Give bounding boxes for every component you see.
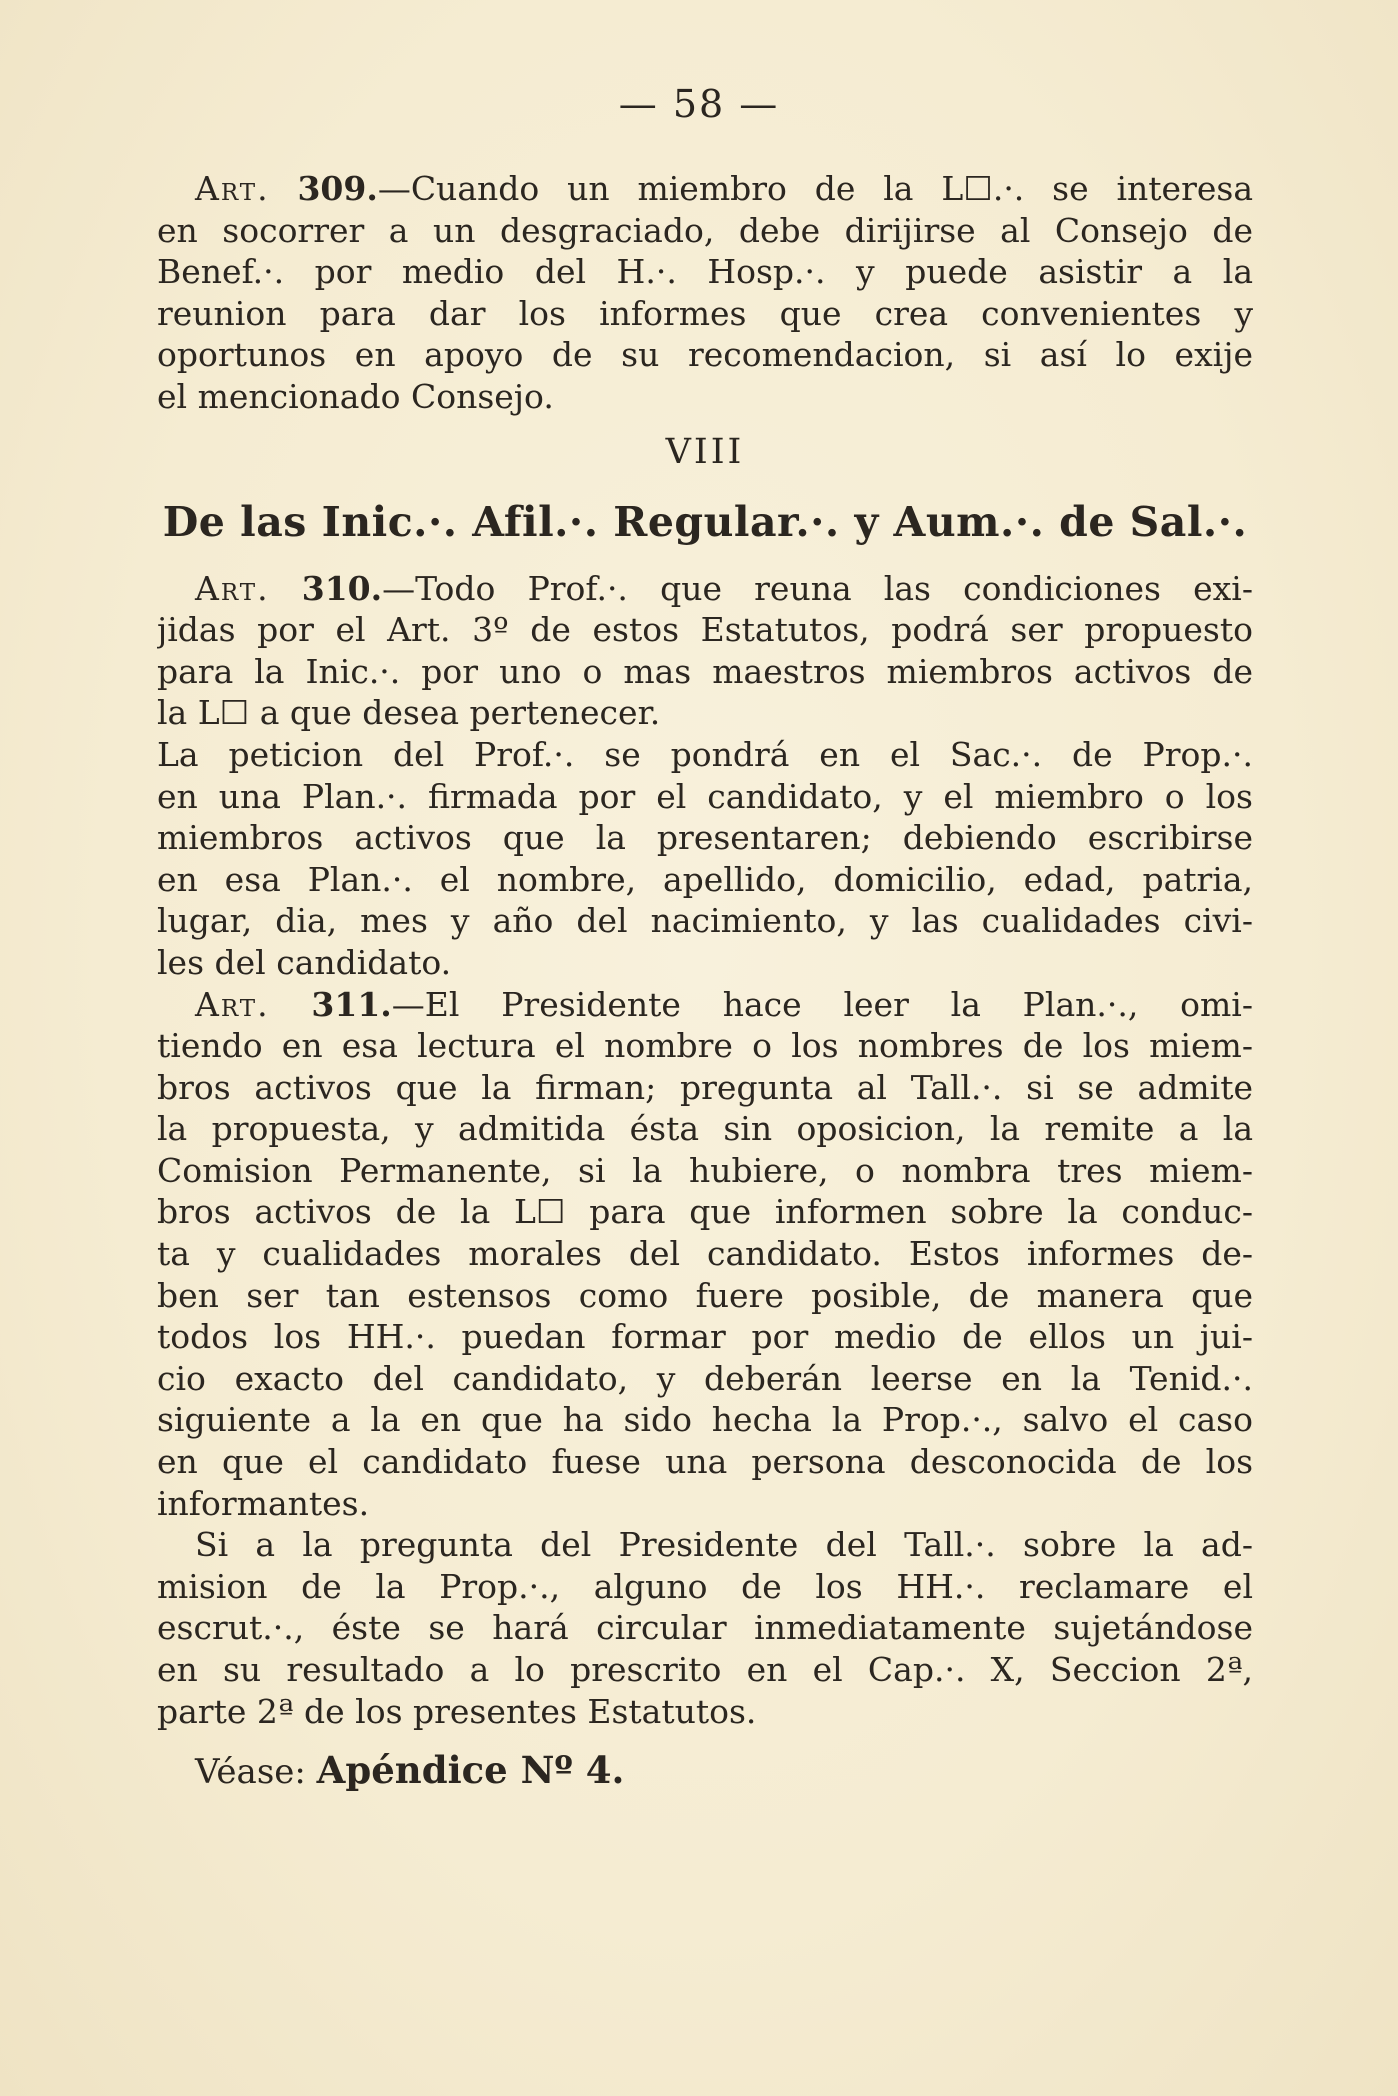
article-311-line: bros activos de la L☐ para que informen sobre la conduc- (157, 1192, 1253, 1232)
article-311-line: cio exacto del candidato, y deberán leerse en la Tenid.·. (157, 1358, 1253, 1398)
article-309-line: reunion para dar los informes que crea convenientes y (157, 293, 1253, 333)
article-309-line-1 (157, 168, 1253, 210)
article-311-line: tiendo en esa lectura el nombre o los nombres de los miem- (157, 1026, 1253, 1066)
article-311-line: mision de la Prop.·., alguno de los HH.·. reclamare el (157, 1566, 1253, 1606)
article-310-line: les del candidato. (157, 942, 452, 982)
article-310-line: en esa Plan.·. el nombre, apellido, domicilio, edad, patria, (157, 859, 1253, 899)
article-311-line: ben ser tan estensos como fuere posible, de manera que (157, 1275, 1253, 1315)
article-310-line: La peticion del Prof.·. se pondrá en el Sac.·. de Prop.·. (157, 734, 1253, 774)
article-310-line: jidas por el Art. 3º de estos Estatutos, podrá ser propuesto (157, 610, 1253, 650)
see-also-reference (157, 1750, 1253, 1806)
article-309-line: en socorrer a un desgraciado, debe dirijirse al Consejo de (157, 210, 1253, 250)
appendix-reference: Apéndice Nº 4. (316, 1748, 625, 1793)
article-310-line: lugar, dia, mes y año del nacimiento, y las cualidades civi- (157, 901, 1253, 941)
article-311-line: parte 2ª de los presentes Estatutos. (157, 1691, 757, 1731)
article-number: 309. (297, 169, 378, 208)
article-309-line: el mencionado Consejo. (157, 376, 554, 416)
article-311-line: informantes. (157, 1483, 370, 1523)
article-number: 311. (311, 984, 392, 1024)
article-text: —El Presidente hace leer la Plan.·., omi- (391, 984, 1253, 1024)
article-311-line: escrut.·., éste se hará circular inmediatamente sujetándose (157, 1608, 1253, 1648)
see-also-prefix: Véase: (195, 1752, 306, 1793)
article-label: Art. (195, 984, 270, 1024)
article-311-line: Comision Permanente, si la hubiere, o nombra tres miem- (157, 1150, 1253, 1190)
article-311-line: bros activos que la firman; pregunta al Tall.·. si se admite (157, 1067, 1253, 1107)
section-number: VIII (665, 431, 745, 472)
article-311-line: ta y cualidades morales del candidato. Estos informes de- (157, 1234, 1253, 1274)
article-310-line: la L☐ a que desea pertenecer. (157, 693, 661, 733)
article-number: 310. (301, 568, 383, 608)
text-body (157, 168, 1253, 1806)
article-311-line: en que el candidato fuese una persona desconocida de los (157, 1442, 1253, 1482)
article-310-line: en una Plan.·. firmada por el candidato, y el miembro o los (157, 776, 1253, 816)
article-311-line: siguiente a la en que ha sido hecha la Prop.·., salvo el caso (157, 1400, 1253, 1440)
article-label: Art. (195, 169, 270, 208)
article-311-line-1 (157, 984, 1253, 1026)
section-heading: De las Inic.·. Afil.·. Regular.·. y Aum.·. de Sal.·. (162, 497, 1248, 546)
page-number: — 58 — (618, 82, 780, 126)
article-311-line: todos los HH.·. puedan formar por medio de ellos un jui- (157, 1317, 1253, 1357)
article-310-line: para la Inic.·. por uno o mas maestros miembros activos de (157, 651, 1253, 691)
article-311-line: en su resultado a lo prescrito en el Cap.·. X, Seccion 2ª, (157, 1650, 1253, 1689)
article-309-line: oportunos en apoyo de su recomendacion, si así lo exije (157, 335, 1253, 375)
article-309-line: Benef.·. por medio del H.·. Hosp.·. y puede asistir a la (157, 252, 1253, 292)
article-311-line: la propuesta, y admitida ésta sin oposicion, la remite a la (157, 1109, 1253, 1149)
article-311-line: Si a la pregunta del Presidente del Tall.·. sobre la ad- (195, 1525, 1253, 1565)
article-text: —Cuando un miembro de la L☐.·. se interesa (377, 169, 1253, 208)
article-310-line-1 (157, 568, 1253, 610)
article-text: —Todo Prof.·. que reuna las condiciones exi- (382, 568, 1253, 608)
article-label: Art. (195, 568, 270, 608)
article-310-line: miembros activos que la presentaren; debiendo escribirse (157, 818, 1253, 858)
